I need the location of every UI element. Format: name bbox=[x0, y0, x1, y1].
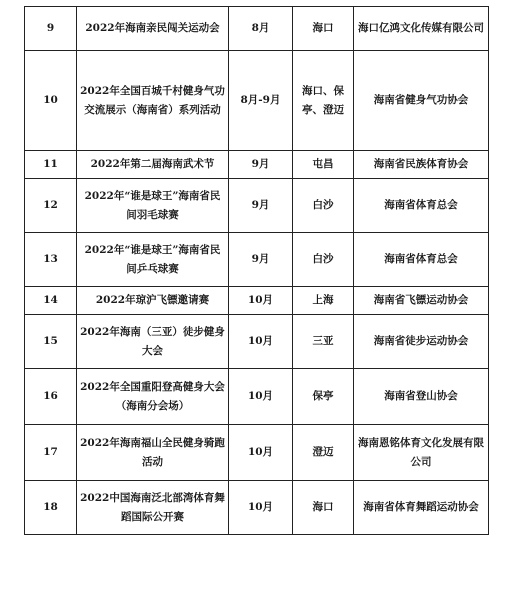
event-time-cell bbox=[229, 51, 293, 151]
event-time-cell bbox=[229, 425, 293, 481]
event-organizer-text: 海南省体育舞蹈运动协会 bbox=[363, 501, 479, 513]
event-time-text: 10月 bbox=[247, 335, 274, 347]
event-place-cell bbox=[293, 315, 354, 369]
event-name-text: 2022年海南亲民闯关运动会 bbox=[85, 22, 220, 34]
event-name-cell bbox=[77, 481, 229, 535]
event-time-text: 8月-9月 bbox=[240, 94, 281, 106]
event-organizer-cell bbox=[354, 369, 489, 425]
event-place-text: 保亭 bbox=[312, 390, 334, 402]
event-organizer-text: 海南省登山协会 bbox=[384, 390, 458, 402]
event-organizer-text: 海南省民族体育协会 bbox=[373, 158, 469, 170]
table-row bbox=[25, 481, 489, 535]
event-time-text: 10月 bbox=[247, 294, 274, 306]
event-number-cell bbox=[25, 7, 77, 51]
event-name-text: 2022年海南（三亚）徒步健身大会 bbox=[80, 325, 225, 357]
event-place-cell bbox=[293, 179, 354, 233]
event-place-cell bbox=[293, 233, 354, 287]
event-place-text: 白沙 bbox=[312, 199, 334, 211]
event-name-cell bbox=[77, 425, 229, 481]
event-place-cell bbox=[293, 151, 354, 179]
event-number-text: 12 bbox=[43, 199, 58, 211]
event-time-text: 9月 bbox=[251, 158, 270, 170]
event-time-cell bbox=[229, 233, 293, 287]
event-place-text: 白沙 bbox=[312, 253, 334, 265]
event-organizer-cell bbox=[354, 233, 489, 287]
event-number-cell bbox=[25, 481, 77, 535]
event-organizer-text: 海口亿鸿文化传媒有限公司 bbox=[358, 22, 484, 34]
event-name-cell bbox=[77, 151, 229, 179]
event-number-text: 14 bbox=[43, 294, 58, 306]
event-number-text: 10 bbox=[43, 94, 58, 106]
event-time-cell bbox=[229, 315, 293, 369]
event-organizer-cell bbox=[354, 287, 489, 315]
event-name-text: 2022年琼沪飞镖邀请赛 bbox=[95, 294, 210, 306]
event-time-cell bbox=[229, 481, 293, 535]
event-number-text: 18 bbox=[43, 501, 58, 513]
event-name-text: 2022年全国百城千村健身气功交流展示（海南省）系列活动 bbox=[80, 84, 225, 116]
event-name-text: 2022年“谁是球王”海南省民间乒乓球赛 bbox=[84, 243, 221, 275]
event-time-cell bbox=[229, 7, 293, 51]
event-number-cell bbox=[25, 233, 77, 287]
event-organizer-text: 海南省体育总会 bbox=[384, 199, 458, 211]
event-time-text: 10月 bbox=[247, 446, 274, 458]
event-time-text: 10月 bbox=[247, 501, 274, 513]
event-number-text: 16 bbox=[43, 390, 58, 402]
event-number-cell bbox=[25, 179, 77, 233]
event-place-cell bbox=[293, 7, 354, 51]
event-place-text: 海口 bbox=[312, 501, 334, 513]
event-organizer-cell bbox=[354, 315, 489, 369]
event-time-text: 9月 bbox=[251, 199, 270, 211]
event-place-cell bbox=[293, 369, 354, 425]
event-name-cell bbox=[77, 369, 229, 425]
table-row bbox=[25, 179, 489, 233]
event-organizer-text: 海南省体育总会 bbox=[384, 253, 458, 265]
event-name-text: 2022年第二届海南武术节 bbox=[90, 158, 215, 170]
event-organizer-cell bbox=[354, 425, 489, 481]
event-time-text: 10月 bbox=[247, 390, 274, 402]
events-table bbox=[24, 6, 489, 535]
event-place-cell bbox=[293, 287, 354, 315]
event-place-text: 海口 bbox=[312, 22, 334, 34]
table-row bbox=[25, 151, 489, 179]
event-place-cell bbox=[293, 425, 354, 481]
event-time-cell bbox=[229, 369, 293, 425]
event-number-cell bbox=[25, 287, 77, 315]
event-number-text: 17 bbox=[43, 446, 58, 458]
table-row bbox=[25, 425, 489, 481]
event-number-cell bbox=[25, 51, 77, 151]
event-name-cell bbox=[77, 7, 229, 51]
event-organizer-cell bbox=[354, 51, 489, 151]
event-organizer-cell bbox=[354, 151, 489, 179]
event-number-cell bbox=[25, 425, 77, 481]
event-place-text: 三亚 bbox=[312, 335, 334, 347]
event-place-text: 上海 bbox=[312, 294, 334, 306]
event-organizer-text: 海南省健身气功协会 bbox=[373, 94, 469, 106]
events-table-body bbox=[25, 7, 489, 535]
event-number-text: 9 bbox=[46, 22, 55, 34]
event-number-text: 11 bbox=[43, 158, 58, 170]
event-time-cell bbox=[229, 179, 293, 233]
event-number-cell bbox=[25, 151, 77, 179]
event-name-cell bbox=[77, 287, 229, 315]
event-name-text: 2022年海南福山全民健身骑跑活动 bbox=[80, 436, 225, 468]
event-name-cell bbox=[77, 233, 229, 287]
table-row bbox=[25, 369, 489, 425]
event-name-text: 2022中国海南泛北部湾体育舞蹈国际公开赛 bbox=[80, 491, 225, 523]
event-name-cell bbox=[77, 179, 229, 233]
event-name-cell bbox=[77, 315, 229, 369]
event-organizer-text: 海南省徒步运动协会 bbox=[373, 335, 469, 347]
event-organizer-cell bbox=[354, 179, 489, 233]
event-organizer-cell bbox=[354, 7, 489, 51]
event-number-cell bbox=[25, 315, 77, 369]
table-row bbox=[25, 315, 489, 369]
event-name-text: 2022年“谁是球王”海南省民间羽毛球赛 bbox=[84, 189, 221, 221]
event-number-text: 13 bbox=[43, 253, 58, 265]
event-place-cell bbox=[293, 51, 354, 151]
table-row bbox=[25, 287, 489, 315]
event-organizer-text: 海南省飞镖运动协会 bbox=[373, 294, 469, 306]
event-time-text: 9月 bbox=[251, 253, 270, 265]
event-number-text: 15 bbox=[43, 335, 58, 347]
event-number-cell bbox=[25, 369, 77, 425]
event-organizer-cell bbox=[354, 481, 489, 535]
event-place-text: 屯昌 bbox=[312, 158, 334, 170]
table-row bbox=[25, 7, 489, 51]
table-row bbox=[25, 233, 489, 287]
event-place-cell bbox=[293, 481, 354, 535]
event-time-text: 8月 bbox=[251, 22, 270, 34]
event-organizer-text: 海南恩铭体育文化发展有限公司 bbox=[358, 436, 484, 468]
event-place-text: 海口、保亭、澄迈 bbox=[302, 84, 344, 116]
event-time-cell bbox=[229, 151, 293, 179]
event-time-cell bbox=[229, 287, 293, 315]
event-name-text: 2022年全国重阳登高健身大会（海南分会场） bbox=[80, 380, 225, 412]
event-name-cell bbox=[77, 51, 229, 151]
table-row bbox=[25, 51, 489, 151]
event-place-text: 澄迈 bbox=[312, 446, 334, 458]
